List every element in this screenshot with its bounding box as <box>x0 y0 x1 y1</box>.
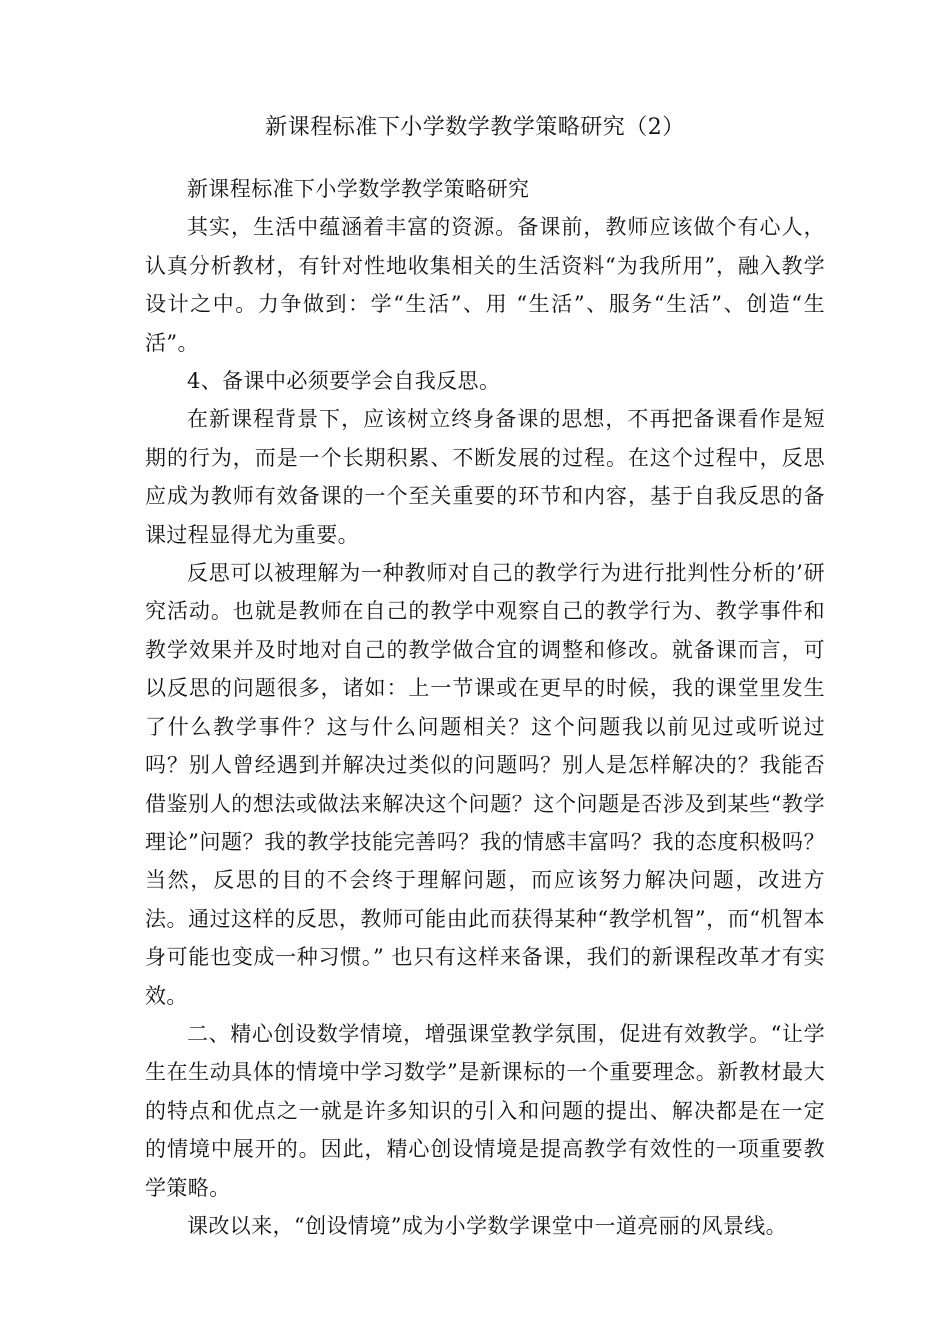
paragraph-reflection-definition: 反思可以被理解为一种教师对自己的教学行为进行批判性分析的’研究活动。也就是教师在自己的教学中观察自己的教学行为、教学事件和教学效果并及时地对自己的教学做合宜的调整和修改。就备课而言，可以反思的问题很多，诸如：上一节课或在更早的时候，我的课堂里发生了什么教学事件？这与什么问题相关？这个问题我以前见过或听说过吗？别人曾经遇到并解决过类似的问题吗？别人是怎样解决的？我能否借鉴别人的想法或做法来解决这个问题？这个问题是否涉及到某些“教学理论”问题？我的教学技能完善吗？我的情感丰富吗？我的态度积极吗？当然，反思的目的不会终于理解问题，而应该努力解决问题，改进方法。通过这样的反思，教师可能由此而获得某种“教学机智”，而“机智本身可能也变成一种习惯。” 也只有这样来备课，我们的新课程改革才有实效。 <box>145 561 825 1008</box>
paragraph-subtitle: 新课程标准下小学数学教学策略研究 <box>187 177 530 201</box>
paragraph-life-resources: 其实，生活中蕴涵着丰富的资源。备课前，教师应该做个有心人，认真分析教材，有针对性地收集相关的生活资料“为我所用”，融入教学设计之中。力争做到：学“生活”、用 “生活”、服务“生活”、创造“生活”。 <box>145 215 825 355</box>
paragraph-lifelong-lesson-prep: 在新课程背景下，应该树立终身备课的思想，不再把备课看作是短期的行为，而是一个长期积累、不断发展的过程。在这个过程中，反思应成为教师有效备课的一个至关重要的环节和内容，基于自我反思的备课过程显得尤为重要。 <box>145 407 825 547</box>
paragraph-section-two-heading: 二、精心创设数学情境，增强课堂教学氛围，促进有效教学。“让学生在生动具体的情境中学习数学”是新课标的一个重要理念。新教材最大的特点和优点之一就是许多知识的引入和问题的提出、解决都是在一定的情境中展开的。因此，精心创设情境是提高教学有效性的一项重要教学策略。 <box>145 1021 825 1200</box>
document-title: 新课程标准下小学数学教学策略研究（2） <box>265 115 685 140</box>
paragraph-scenario-creation: 课改以来，“创设情境”成为小学数学课堂中一道亮丽的风景线。 <box>187 1213 788 1238</box>
document-body <box>145 170 825 1245</box>
paragraph-section-4-heading: 4、备课中必须要学会自我反思。 <box>187 369 501 394</box>
